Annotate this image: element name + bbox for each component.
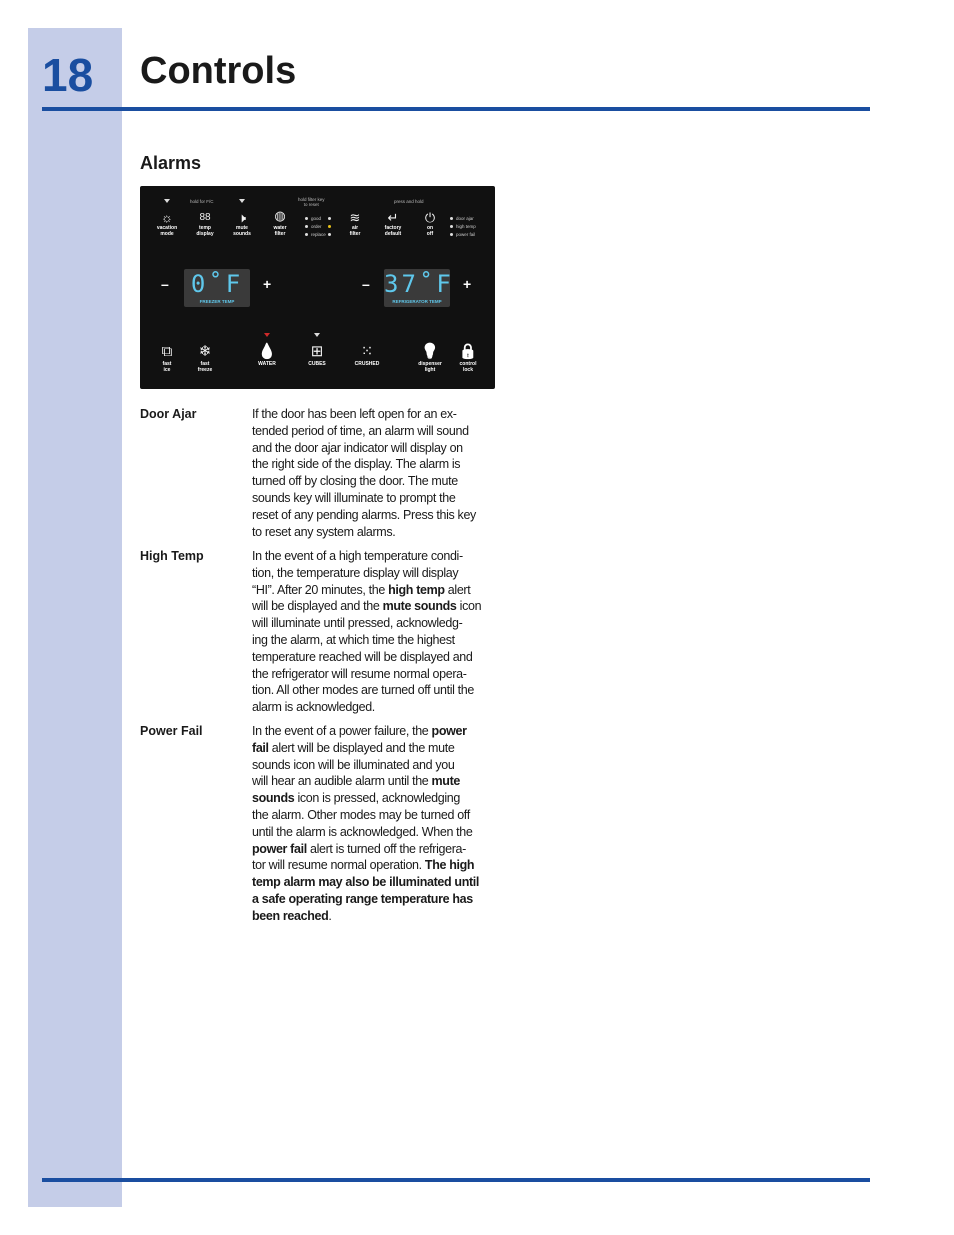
on-off-key[interactable] (410, 210, 450, 237)
cubes-icon: ⊞ (310, 343, 324, 360)
fast-ice-key[interactable] (147, 342, 187, 373)
mute-arrow-icon (239, 199, 245, 203)
power-fail-description: In the event of a power failure, the power fail alert will be displayed and the mute sounds icon will be illuminated and you will hear an audible alarm until the mute sounds icon is pressed, acknowledging the alarm. Other modes may be turned off until the alarm is acknowledged. When the power fail alert is turned off the refrigera- tor will resume normal operation. The high temp alarm may also be illuminated until a safe operating range temperature has been reached. (252, 724, 480, 923)
sun-icon: ☼ (161, 210, 173, 225)
press-hold-note: press and hold (394, 199, 424, 204)
crushed-label: CRUSHED (354, 361, 380, 367)
hold-fc-note: hold for F/C (190, 199, 214, 204)
crushed-key[interactable] (347, 342, 387, 368)
freezer-plus-button[interactable]: + (263, 276, 272, 292)
digits-icon: 88 (199, 212, 211, 223)
speaker-mute-icon: 🕨 (237, 210, 247, 225)
vacation-mode-label: vacation mode (156, 225, 178, 237)
cubes-label: CUBES (308, 361, 326, 367)
freezer-minus-button[interactable]: – (161, 276, 169, 292)
lightbulb-icon: 💡 (420, 343, 440, 360)
temp-display-key[interactable] (185, 210, 225, 237)
fridge-plus-button[interactable]: + (463, 276, 472, 292)
status-dot-icon (305, 225, 308, 228)
cubes-arrow-icon (314, 333, 320, 337)
hold-filter-note: hold filter key to reset (298, 197, 325, 207)
dispenser-light-label: dispenser light (418, 361, 442, 373)
air-filter-key[interactable] (335, 210, 375, 237)
high-temp-term: High Temp (140, 549, 204, 563)
mute-sounds-key[interactable] (222, 210, 262, 237)
crushed-ice-icon: ⁙ (360, 343, 374, 360)
control-panel-image (140, 186, 495, 389)
alarm-status-list: door ajar high temp power fail (450, 215, 476, 239)
control-lock-key[interactable] (448, 342, 488, 373)
filter-status-leds (328, 215, 334, 239)
freezer-temp-label: FREEZER TEMP (199, 299, 235, 304)
led-icon (328, 225, 331, 228)
snowflake-icon: ❄ (198, 343, 212, 360)
water-filter-icon: ◍ (274, 208, 286, 223)
cubes-key[interactable] (297, 342, 337, 368)
section-heading: Alarms (140, 153, 202, 173)
high-temp-description: In the event of a high temperature condi- tion, the temperature display will display “HI”. After 20 minutes, the high temp alert will be displayed and the mute sounds icon will illuminate until pressed, acknowledg- ing the alarm, at which time the highest temperature reached will be displayed and the refrigerator will resume normal opera- tion. All other modes are turned off until the alarm is acknowledged. (252, 549, 482, 715)
fast-ice-label: fast ice (162, 361, 172, 373)
fridge-temp-label: REFRIGERATOR TEMP (392, 299, 442, 304)
air-filter-icon: ≋ (349, 210, 361, 225)
status-dot-icon (450, 217, 453, 220)
temp-display-label: temp display (196, 225, 214, 237)
fast-freeze-key[interactable] (185, 342, 225, 373)
return-arrow-icon: ↵ (387, 210, 399, 225)
page-number: 18 (42, 49, 94, 101)
water-key[interactable] (247, 342, 287, 368)
air-filter-label: air filter (349, 225, 361, 237)
status-dot-icon (305, 233, 308, 236)
vacation-mode-key[interactable] (147, 210, 187, 237)
led-icon (328, 217, 331, 220)
water-drop-icon: 💧 (257, 343, 277, 360)
factory-default-label: factory default (384, 225, 402, 237)
page-title: Controls (140, 50, 297, 92)
vacation-arrow-icon (164, 199, 170, 203)
status-dot-icon (450, 233, 453, 236)
footer-rule (42, 1178, 870, 1182)
header-rule (42, 107, 870, 111)
water-label: WATER (258, 361, 276, 367)
filter-status-list: good order replace (305, 215, 326, 239)
door-ajar-term: Door Ajar (140, 407, 197, 421)
lock-icon: 🔒 (458, 343, 478, 360)
fridge-temp-value: 37˚F (384, 270, 454, 298)
water-selected-arrow-icon (264, 333, 270, 337)
page-sidebar-band (28, 28, 122, 1207)
water-filter-key[interactable] (260, 208, 300, 237)
on-off-label: on off (426, 225, 434, 237)
status-dot-icon (450, 225, 453, 228)
control-lock-label: control lock (459, 361, 477, 373)
mute-sounds-label: mute sounds (233, 225, 251, 237)
freezer-temp-value: 0˚F (190, 270, 244, 298)
power-icon: ⏻ (424, 210, 436, 225)
led-icon (328, 233, 331, 236)
ice-cubes-icon: ⧉ (161, 343, 173, 360)
dispenser-light-key[interactable] (410, 342, 450, 373)
factory-default-key[interactable] (373, 210, 413, 237)
fridge-temp-display (384, 269, 454, 307)
fast-freeze-label: fast freeze (197, 361, 213, 373)
power-fail-term: Power Fail (140, 724, 203, 738)
water-filter-label: water filter (273, 225, 287, 237)
status-dot-icon (305, 217, 308, 220)
freezer-temp-display (184, 269, 250, 307)
fridge-minus-button[interactable]: – (362, 276, 370, 292)
door-ajar-description: If the door has been left open for an ex- tended period of time, an alarm will sound and the door ajar indicator will display on the right side of the display. The alarm is turned off by closing the door. The mute sounds key will illuminate to prompt the reset of any pending alarms. Press this key to reset any system alarms. (252, 407, 476, 539)
